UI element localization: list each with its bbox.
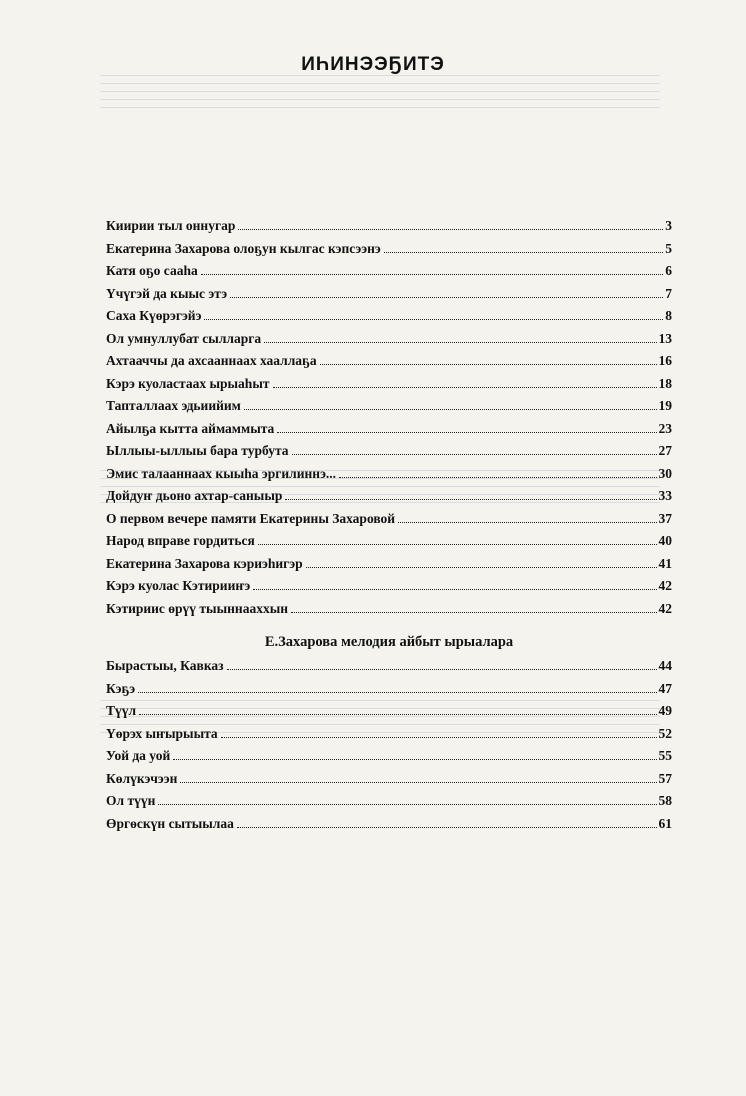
toc-entry-title: Екатерина Захарова олоҕун кылгас кэпсээнэ xyxy=(106,240,381,256)
toc-entry[interactable] xyxy=(106,331,672,354)
dot-leader xyxy=(292,454,657,455)
toc-entry[interactable] xyxy=(106,771,672,794)
toc-entry-page: 16 xyxy=(658,353,672,368)
toc-entry-page: 30 xyxy=(658,465,672,481)
dot-leader xyxy=(306,567,657,568)
toc-entry-page: 55 xyxy=(658,748,672,763)
toc-entry[interactable] xyxy=(106,816,672,839)
toc-entry[interactable] xyxy=(106,748,672,771)
toc-entry-page: 37 xyxy=(658,510,672,526)
toc-entry-page: 18 xyxy=(658,375,672,391)
dot-leader xyxy=(138,692,656,693)
toc-entry-page: 42 xyxy=(658,578,672,593)
toc-entry[interactable] xyxy=(106,556,672,579)
toc-entry-title: Тапталлаах эдьиийим xyxy=(106,398,241,413)
toc-entry-title: Ол умнуллубат сылларга xyxy=(106,330,262,346)
toc-entry-title: Народ вправе гордиться xyxy=(106,533,255,548)
toc-entry-page: 44 xyxy=(658,658,672,673)
toc-entry[interactable] xyxy=(106,263,672,286)
toc-entry-title: Кэрэ куоластаах ырыаһыт xyxy=(106,375,270,391)
toc-entry-title: Үчүгэй да кыыс этэ xyxy=(106,285,228,301)
toc-entry[interactable] xyxy=(106,793,672,816)
toc-entry-page: 8 xyxy=(665,308,672,323)
toc-entry-page: 5 xyxy=(665,240,672,256)
dot-leader xyxy=(273,387,657,388)
toc-entry-page: 7 xyxy=(665,285,672,301)
toc-entry-title: Өргөскүн сытыылаа xyxy=(106,815,234,831)
dot-leader xyxy=(277,432,656,433)
toc-entry-title: Айылҕа кытта аймаммыта xyxy=(106,420,275,436)
dot-leader xyxy=(384,252,664,253)
toc-entry-page: 40 xyxy=(658,533,672,548)
toc-entry[interactable] xyxy=(106,578,672,601)
dot-leader xyxy=(258,544,657,545)
toc-entry[interactable] xyxy=(106,703,672,726)
toc-entry-page: 52 xyxy=(658,725,672,741)
toc-entry-title: Ол түүн xyxy=(106,793,156,808)
dot-leader xyxy=(238,229,663,230)
toc-entry[interactable] xyxy=(106,218,672,241)
toc-entry-page: 41 xyxy=(658,555,672,571)
dot-leader xyxy=(173,759,656,760)
toc-entry-title: Саха Күөрэгэйэ xyxy=(106,308,202,323)
toc-entry-title: Дойдуҥ дьоно ахтар-саныыр xyxy=(106,488,283,503)
toc-entry[interactable] xyxy=(106,466,672,489)
toc-entry-page: 49 xyxy=(658,703,672,718)
toc-entry-title: Киирии тыл оннугар xyxy=(106,218,236,233)
toc-entry[interactable] xyxy=(106,308,672,331)
toc-entry-page: 42 xyxy=(658,600,672,616)
toc-entry-title: Катя оҕо сааһа xyxy=(106,263,198,278)
toc-entry-page: 23 xyxy=(658,420,672,436)
dot-leader xyxy=(291,612,656,613)
toc-entry[interactable] xyxy=(106,681,672,704)
dot-leader xyxy=(253,589,656,590)
toc-entry-page: 33 xyxy=(658,488,672,503)
toc-entry-page: 27 xyxy=(658,443,672,458)
toc-entry[interactable] xyxy=(106,443,672,466)
toc-entry-page: 6 xyxy=(665,263,672,278)
toc-entry-title: Екатерина Захарова кэриэһигэр xyxy=(106,555,303,571)
toc-entry[interactable] xyxy=(106,511,672,534)
toc-entry-title: Бырастыы, Кавказ xyxy=(106,658,224,673)
toc-entry-page: 58 xyxy=(658,793,672,808)
toc-entry-title: Ахтааччы да ахсааннаах хааллаҕа xyxy=(106,353,317,368)
toc-entry[interactable] xyxy=(106,658,672,681)
toc-entry[interactable] xyxy=(106,488,672,511)
toc-entry-title: О первом вечере памяти Екатерины Захаровой xyxy=(106,510,396,526)
dot-leader xyxy=(237,827,657,828)
section-heading: Е.Захарова мелодия айбыт ырыалара xyxy=(264,634,514,650)
toc-entry-page: 61 xyxy=(658,815,672,831)
toc-entry-title: Кэтириис өрүү тыыннааххын xyxy=(106,600,289,616)
dot-leader xyxy=(201,274,664,275)
dot-leader xyxy=(264,342,656,343)
dot-leader xyxy=(244,409,657,410)
songs-list xyxy=(106,658,672,838)
contents-list xyxy=(106,218,672,623)
toc-entry-page: 47 xyxy=(658,680,672,696)
toc-entry-title: Кэрэ куолас Кэтирииҥэ xyxy=(106,578,251,593)
toc-entry[interactable] xyxy=(106,533,672,556)
toc-entry[interactable] xyxy=(106,241,672,264)
toc-entry-page: 13 xyxy=(658,330,672,346)
toc-entry[interactable] xyxy=(106,726,672,749)
toc-entry-title: Кэҕэ xyxy=(106,680,136,696)
dot-leader xyxy=(227,669,657,670)
toc-entry-page: 3 xyxy=(665,218,672,233)
dot-leader xyxy=(139,714,656,715)
dot-leader xyxy=(339,477,656,478)
dot-leader xyxy=(221,737,657,738)
toc-entry-page: 57 xyxy=(658,770,672,786)
dot-leader xyxy=(285,499,656,500)
table-of-contents xyxy=(106,218,672,838)
toc-entry[interactable] xyxy=(106,353,672,376)
dot-leader xyxy=(230,297,663,298)
toc-entry[interactable] xyxy=(106,421,672,444)
toc-entry[interactable] xyxy=(106,286,672,309)
toc-entry-title: Түүл xyxy=(106,703,137,718)
dot-leader xyxy=(398,522,656,523)
toc-entry-page: 19 xyxy=(658,398,672,413)
page-title: ИҺИНЭЭҔИТЭ xyxy=(301,54,445,75)
toc-entry[interactable] xyxy=(106,398,672,421)
toc-entry-title: Эмис талааннаах кыыһа эргилиннэ... xyxy=(106,465,337,481)
toc-entry-title: Уой да уой xyxy=(106,748,171,763)
toc-entry-title: Үөрэх ыҥырыыта xyxy=(106,725,218,741)
dot-leader xyxy=(320,364,657,365)
toc-entry-title: Ыллыы-ыллыы бара турбута xyxy=(106,443,289,458)
toc-entry[interactable] xyxy=(106,601,672,624)
dot-leader xyxy=(180,782,656,783)
dot-leader xyxy=(204,319,663,320)
toc-entry-title: Көлүкэчээн xyxy=(106,770,178,786)
dot-leader xyxy=(158,804,656,805)
toc-entry[interactable] xyxy=(106,376,672,399)
